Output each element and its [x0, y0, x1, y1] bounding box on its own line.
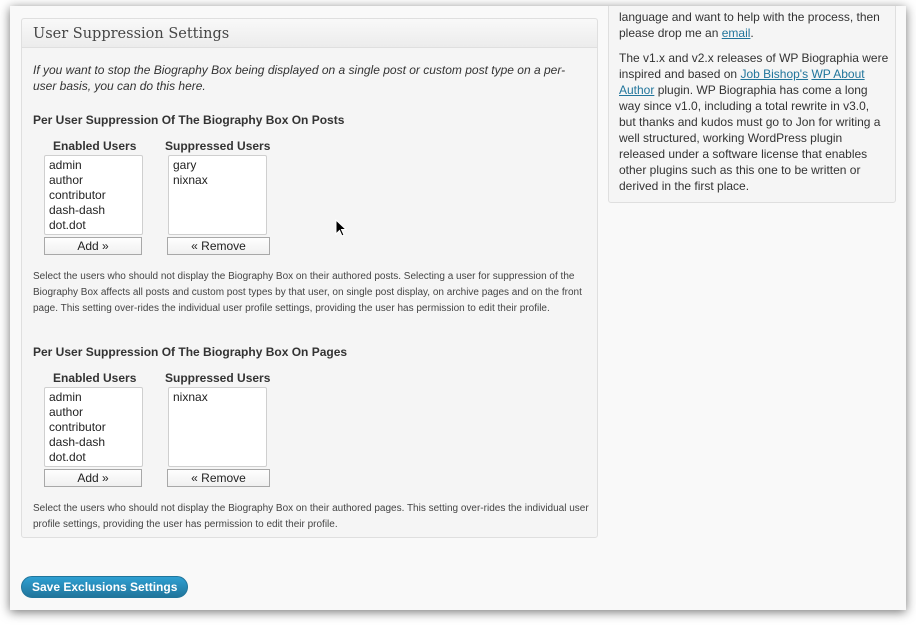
panel-intro: If you want to stop the Biography Box being displayed on a single post or custom post type on a per-user basis, you can do this here. — [33, 63, 566, 93]
list-item[interactable]: gary — [173, 158, 197, 172]
list-item[interactable]: author — [49, 405, 84, 419]
posts-enabled-users-label: Enabled Users — [53, 139, 137, 153]
posts-add-button[interactable]: Add » — [44, 237, 142, 255]
list-item[interactable]: nixnax — [173, 173, 208, 187]
pages-section-heading: Per User Suppression Of The Biography Box On Pages — [33, 345, 348, 359]
settings-window — [10, 6, 906, 610]
mouse-pointer-icon — [335, 219, 347, 237]
sidebar-line-2-suffix: . — [750, 26, 754, 40]
pages-suppressed-users-label: Suppressed Users — [165, 371, 271, 385]
list-item[interactable]: admin — [49, 390, 82, 404]
credits-text-c: plugin. WP Biographia has come a long way since v1.0, including a total rewrite in v3.0, but thanks and kudos must go to Jon for writing a well structured, working WordPress plugin released under a software license that enables other plugins such as this one to be written or derived in the first place. — [619, 83, 881, 193]
pages-add-button[interactable]: Add » — [44, 469, 142, 487]
posts-enabled-users-list[interactable] — [44, 155, 143, 235]
list-item[interactable]: dot.dot — [49, 450, 86, 464]
job-bishop-link[interactable]: Job Bishop's — [740, 67, 809, 81]
sidebar-credits-text — [619, 50, 889, 194]
pages-enabled-users-label: Enabled Users — [53, 371, 137, 385]
pages-suppressed-users-list[interactable] — [168, 387, 267, 467]
sidebar-intro-text — [619, 9, 889, 41]
posts-section-heading: Per User Suppression Of The Biography Box On Posts — [33, 113, 345, 127]
credits-text-a: The v1.x and v2.x releases of WP Biographia were inspired and based on — [619, 51, 889, 81]
list-item[interactable]: admin — [49, 158, 82, 172]
list-item[interactable]: contributor — [49, 188, 106, 202]
list-item[interactable]: author — [49, 173, 84, 187]
sidebar-line-1: language and want to help with the process, then — [619, 10, 880, 24]
pages-enabled-users-list[interactable] — [44, 387, 143, 467]
email-link[interactable]: email — [721, 26, 751, 40]
save-exclusions-button[interactable]: Save Exclusions Settings — [21, 576, 188, 598]
posts-description: Select the users who should not display the Biography Box on their authored posts. Selecting a user for suppression of the Biography Box affects all posts and custom post types by that user, on single post display, on archive pages and on the front page. This setting over-rides the individual user profile settings, providing the user has permission to edit their profile. — [33, 271, 582, 314]
posts-suppressed-users-list[interactable] — [168, 155, 267, 235]
list-item[interactable]: dot.dot — [49, 218, 86, 232]
pages-remove-button[interactable]: « Remove — [167, 469, 270, 487]
user-suppression-panel — [21, 18, 598, 538]
sidebar-line-2-prefix: please drop me an — [619, 26, 722, 40]
list-item[interactable]: contributor — [49, 420, 106, 434]
sidebar-info-box — [608, 6, 896, 203]
list-item[interactable]: dash-dash — [49, 435, 106, 449]
list-item[interactable]: dash-dash — [49, 203, 106, 217]
posts-remove-button[interactable]: « Remove — [167, 237, 270, 255]
pages-description: Select the users who should not display the Biography Box on their authored pages. This setting over-rides the individual user profile settings, providing the user has permission to edit their profile. — [33, 503, 589, 530]
posts-suppressed-users-label: Suppressed Users — [165, 139, 271, 153]
wp-about-author-link[interactable]: WP About Author — [619, 67, 865, 97]
panel-title: User Suppression Settings — [33, 26, 230, 42]
list-item[interactable]: nixnax — [173, 390, 208, 404]
